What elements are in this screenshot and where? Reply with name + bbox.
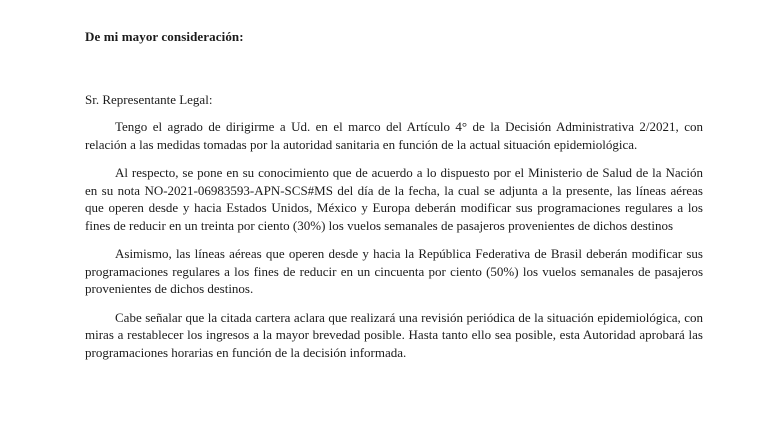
- letter-addressee: Sr. Representante Legal:: [85, 92, 213, 107]
- letter-paragraph-1: Tengo el agrado de dirigirme a Ud. en el marco del Artículo 4° de la Decisión Administrativa 2/2021, con relación a las medidas tomadas por la autoridad sanitaria en función de la actual situación epidemiológica.: [85, 119, 703, 152]
- letter-salutation: De mi mayor consideración:: [85, 29, 244, 44]
- letter-body: [85, 118, 703, 361]
- letter-paragraph-4: Cabe señalar que la citada cartera aclara que realizará una revisión periódica de la situación epidemiológica, con miras a restablecer los ingresos a la mayor brevedad posible. Hasta tanto ello sea posible, esta Autoridad aprobará las programaciones horarias en función de la decisión informada.: [85, 309, 703, 360]
- letter-paragraph-2: Al respecto, se pone en su conocimiento que de acuerdo a lo dispuesto por el Ministerio de Salud de la Nación en su nota NO-2021-06983593-APN-SCS#MS del día de la fecha, la cual se adjunta a la presente, las líneas aéreas que operen desde y hacia Estados Unidos, México y Europa deberán modificar sus programaciones regulares a los fines de reducir en un treinta por ciento (30%) los vuelos semanales de pasajeros provenientes de dichos destinos: [85, 165, 703, 233]
- letter-content: [85, 28, 703, 372]
- letter-paragraph-3: Asimismo, las líneas aéreas que operen desde y hacia la República Federativa de Brasil deberán modificar sus programaciones regulares a los fines de reducir en un cincuenta por ciento (50%) los vuelos semanales de pasajeros provenientes de dichos destinos.: [85, 246, 703, 296]
